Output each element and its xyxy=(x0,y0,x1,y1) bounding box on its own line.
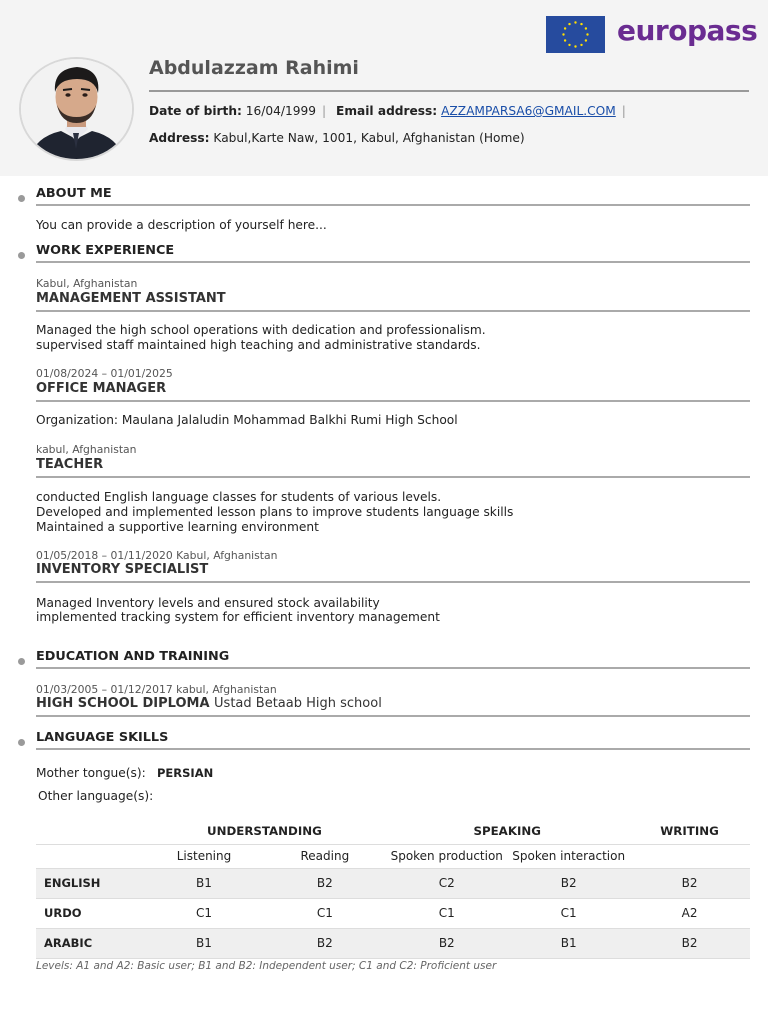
spoken-interaction-level: B2 xyxy=(508,868,629,898)
section-bullet xyxy=(18,195,25,202)
address-value: Kabul,Karte Naw, 1001, Kabul, Afghanistan (Home) xyxy=(213,131,525,145)
section-bullet xyxy=(18,658,25,665)
school-name: Ustad Betaab High school xyxy=(214,696,382,711)
reading-level: C1 xyxy=(264,898,385,928)
degree-title: HIGH SCHOOL DIPLOMA xyxy=(36,696,210,711)
table-row xyxy=(36,868,750,898)
job-meta: 01/05/2018 – 01/11/2020 Kabul, Afghanistan xyxy=(36,549,278,562)
spoken-production-level: C2 xyxy=(385,868,508,898)
job-title: INVENTORY SPECIALIST xyxy=(36,562,209,577)
job-description-line: Maintained a supportive learning environment xyxy=(36,520,319,534)
section-divider xyxy=(36,748,750,750)
table-row xyxy=(36,898,750,928)
languages-section-title: LANGUAGE SKILLS xyxy=(36,730,169,745)
subheader-reading: Reading xyxy=(264,844,385,868)
email-label: Email address: xyxy=(336,104,438,118)
job-description-line: supervised staff maintained high teaching and administrative standards. xyxy=(36,338,481,352)
header-speaking: SPEAKING xyxy=(473,823,541,838)
education-divider xyxy=(36,715,750,717)
profile-header xyxy=(0,0,768,176)
subheader-spoken-interaction: Spoken interaction xyxy=(508,844,629,868)
eu-flag-icon xyxy=(546,16,605,53)
other-languages-label: Other language(s): xyxy=(38,789,154,803)
name-divider xyxy=(149,90,749,92)
address-line xyxy=(149,131,525,145)
writing-level: A2 xyxy=(629,898,750,928)
europass-logo: europass xyxy=(617,14,758,47)
job-divider xyxy=(36,476,750,478)
language-name: ENGLISH xyxy=(36,868,144,898)
spoken-production-level: B2 xyxy=(385,928,508,958)
mother-tongue-label: Mother tongue(s): xyxy=(36,766,146,780)
job-meta: Kabul, Afghanistan xyxy=(36,277,138,290)
header-writing: WRITING xyxy=(660,823,719,838)
job-meta: 01/08/2024 – 01/01/2025 xyxy=(36,367,173,380)
writing-level: B2 xyxy=(629,868,750,898)
education-degree xyxy=(36,696,382,711)
header-spacer xyxy=(36,818,144,844)
spoken-interaction-level: C1 xyxy=(508,898,629,928)
section-divider xyxy=(36,667,750,669)
job-description-line: conducted English language classes for students of various levels. xyxy=(36,490,442,504)
table-header-row xyxy=(36,818,750,844)
dob-value: 16/04/1999 xyxy=(245,104,317,118)
job-title: MANAGEMENT ASSISTANT xyxy=(36,291,226,306)
section-divider xyxy=(36,204,750,206)
section-bullet xyxy=(18,252,25,259)
contact-line xyxy=(149,104,632,118)
about-text: You can provide a description of yourself here... xyxy=(36,218,327,232)
listening-level: B1 xyxy=(144,928,265,958)
listening-level: B1 xyxy=(144,868,265,898)
listening-level: C1 xyxy=(144,898,265,928)
language-skills-table xyxy=(36,818,750,959)
education-meta: 01/03/2005 – 01/12/2017 kabul, Afghanistan xyxy=(36,683,277,696)
about-section-title: ABOUT ME xyxy=(36,186,112,201)
job-description-line: Organization: Maulana Jalaludin Mohammad Balkhi Rumi High School xyxy=(36,413,458,427)
subheader-writing-spacer xyxy=(629,844,750,868)
email-link[interactable]: AZZAMPARSA6@GMAIL.COM xyxy=(441,104,616,118)
dob-label: Date of birth: xyxy=(149,104,242,118)
section-divider xyxy=(36,261,750,263)
work-section-title: WORK EXPERIENCE xyxy=(36,243,175,258)
job-divider xyxy=(36,400,750,402)
job-description-line: Developed and implemented lesson plans to improve students language skills xyxy=(36,505,514,519)
job-divider xyxy=(36,581,750,583)
job-description-line: Managed the high school operations with dedication and professionalism. xyxy=(36,323,486,337)
job-description-line: implemented tracking system for efficient inventory management xyxy=(36,610,440,624)
mother-tongue-value: PERSIAN xyxy=(157,766,214,780)
spoken-production-level: C1 xyxy=(385,898,508,928)
job-divider xyxy=(36,310,750,312)
education-section-title: EDUCATION AND TRAINING xyxy=(36,649,230,664)
job-title: OFFICE MANAGER xyxy=(36,381,167,396)
reading-level: B2 xyxy=(264,928,385,958)
subheader-listening: Listening xyxy=(144,844,265,868)
levels-note: Levels: A1 and A2: Basic user; B1 and B2: Independent user; C1 and C2: Proficient user xyxy=(36,960,497,972)
subheader-spoken-production: Spoken production xyxy=(385,844,508,868)
header-understanding: UNDERSTANDING xyxy=(207,823,322,838)
job-meta: kabul, Afghanistan xyxy=(36,443,137,456)
subheader-spacer xyxy=(36,844,144,868)
reading-level: B2 xyxy=(264,868,385,898)
language-name: ARABIC xyxy=(36,928,144,958)
table-row xyxy=(36,928,750,958)
separator: | xyxy=(621,104,626,118)
table-subheader-row xyxy=(36,844,750,868)
candidate-name: Abdulazzam Rahimi xyxy=(149,57,359,79)
writing-level: B2 xyxy=(629,928,750,958)
address-label: Address: xyxy=(149,131,210,145)
separator: | xyxy=(322,104,327,118)
spoken-interaction-level: B1 xyxy=(508,928,629,958)
section-bullet xyxy=(18,739,25,746)
job-title: TEACHER xyxy=(36,457,104,472)
profile-photo xyxy=(19,57,134,161)
language-name: URDO xyxy=(36,898,144,928)
job-description-line: Managed Inventory levels and ensured stock availability xyxy=(36,596,380,610)
